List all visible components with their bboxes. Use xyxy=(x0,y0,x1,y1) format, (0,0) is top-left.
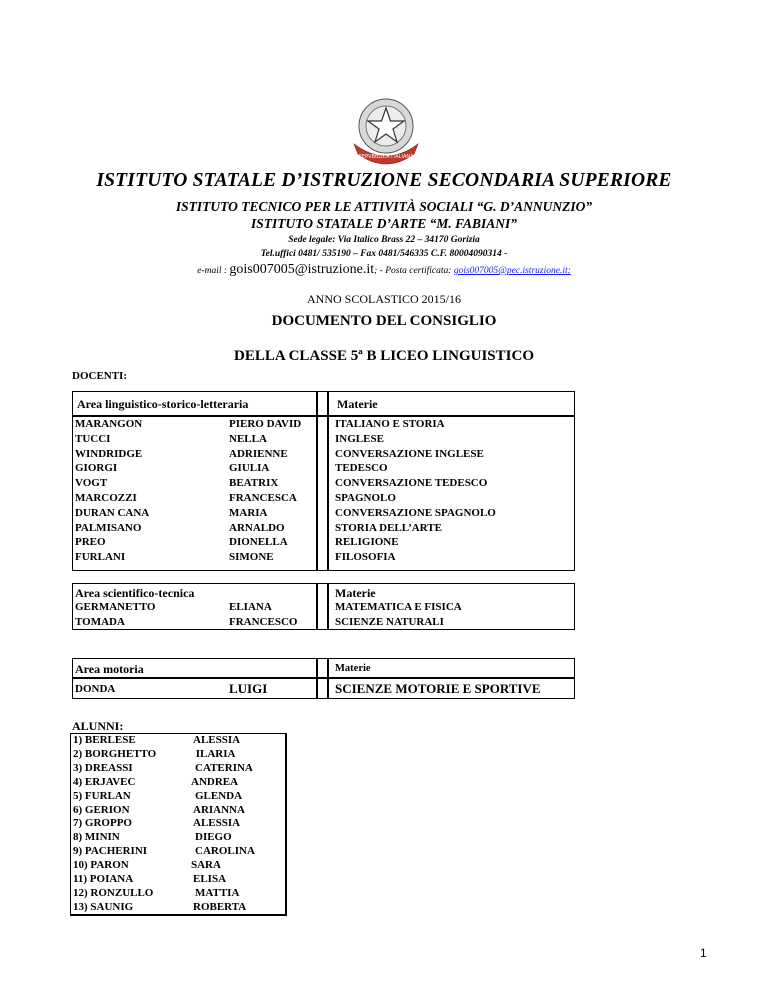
teacher-name: FRANCESCA xyxy=(229,492,297,504)
student-surname: 12) RONZULLO xyxy=(73,886,154,899)
student-surname: 4) ERJAVEC xyxy=(73,775,136,788)
area1-materie-header xyxy=(328,391,575,416)
republic-emblem xyxy=(348,96,424,166)
teacher-surname: GERMANETTO xyxy=(75,601,156,613)
area2-subjects xyxy=(328,583,575,630)
student-surname: 11) POIANA xyxy=(73,873,134,885)
students-table xyxy=(70,733,287,916)
student-name: ALESSIA xyxy=(193,817,241,830)
teacher-surname: TOMADA xyxy=(75,615,125,628)
student-name: ILARIA xyxy=(193,747,236,760)
subject-name: MATEMATICA E FISICA xyxy=(335,601,462,613)
telephone-line: Tel.uffici 0481/ 535190 – Fax 0481/546335 C.F. 80004090314 - xyxy=(260,249,508,259)
teacher-surname: MARANGON xyxy=(75,418,143,430)
subject-name: CONVERSAZIONE TEDESCO xyxy=(335,477,488,490)
cert-prefix: ; - Posta certificata: xyxy=(374,266,454,276)
subject-name: SPAGNOLO xyxy=(335,492,396,504)
teacher-surname: TUCCI xyxy=(75,432,111,445)
email-prefix: e-mail : xyxy=(197,266,230,276)
student-surname: 6) GERION xyxy=(73,803,130,816)
teacher-name: PIERO DAVID xyxy=(229,418,302,430)
institute-subtitle-2: ISTITUTO STATALE D’ARTE “M. FABIANI” xyxy=(251,216,517,231)
student-surname: 1) BERLESE xyxy=(73,734,136,746)
student-surname: 5) FURLAN xyxy=(73,789,131,802)
teacher-surname: FURLANI xyxy=(75,551,126,564)
area1-teachers xyxy=(72,416,317,571)
subject-name: RELIGIONE xyxy=(335,536,399,549)
alunni-label: ALUNNI: xyxy=(72,719,124,733)
area1-subjects xyxy=(328,416,575,571)
teacher-surname: DURAN CANA xyxy=(75,506,150,519)
student-name: ANDREA xyxy=(191,775,239,788)
teacher-surname: GIORGI xyxy=(75,462,118,475)
area2-teachers xyxy=(72,583,317,630)
teacher-name: DIONELLA xyxy=(229,536,288,549)
pec-email-link[interactable]: gois007005@pec.istruzione.it; xyxy=(453,266,571,276)
subject-name: STORIA DELL’ARTE xyxy=(335,521,442,534)
area3-teachers xyxy=(72,678,317,699)
student-name: CAROLINA xyxy=(195,845,255,858)
teacher-name: ADRIENNE xyxy=(229,447,288,460)
area1-title: Area linguistico-storico-letteraria xyxy=(77,397,249,411)
student-surname: 8) MININ xyxy=(73,831,120,844)
student-surname: 2) BORGHETTO xyxy=(73,747,157,760)
class-title: DELLA CLASSE 5ª B LICEO LINGUISTICO xyxy=(233,348,534,364)
teacher-name: FRANCESCO xyxy=(229,615,298,628)
teacher-name: SIMONE xyxy=(229,551,274,564)
student-name: ARIANNA xyxy=(193,803,245,816)
teacher-name: MARIA xyxy=(229,506,268,519)
teacher-name: NELLA xyxy=(229,432,267,445)
area3-materie-header xyxy=(328,658,575,678)
teacher-name: GIULIA xyxy=(229,462,270,475)
subject-name: CONVERSAZIONE SPAGNOLO xyxy=(335,506,496,519)
teacher-surname: PREO xyxy=(75,536,106,549)
area1-spacer xyxy=(317,391,328,416)
svg-text:REPVBBLICA ITALIANA: REPVBBLICA ITALIANA xyxy=(358,154,414,160)
institute-title: ISTITUTO STATALE D’ISTRUZIONE SECONDARIA SUPERIORE xyxy=(96,170,672,191)
teacher-surname: DONDA xyxy=(75,683,116,695)
subject-name: INGLESE xyxy=(335,432,384,445)
subject-name: FILOSOFIA xyxy=(335,551,396,564)
student-name: ROBERTA xyxy=(193,900,247,913)
student-surname: 9) PACHERINI xyxy=(73,845,148,858)
student-name: ELISA xyxy=(193,873,227,885)
student-surname: 13) SAUNIG xyxy=(73,900,134,913)
area3-title: Area motoria xyxy=(75,662,144,676)
student-name: CATERINA xyxy=(195,761,253,774)
area3-subjects xyxy=(328,678,575,699)
area1-spacer-body xyxy=(317,416,328,571)
teacher-name: BEATRIX xyxy=(229,477,279,490)
teacher-surname: PALMISANO xyxy=(75,521,142,534)
area3-materie-label: Materie xyxy=(335,663,371,674)
email-line xyxy=(0,262,768,278)
sede-legale: Sede legale: Via Italico Brass 22 – 34170 Gorizia xyxy=(288,235,480,245)
document-title: DOCUMENTO DEL CONSIGLIO xyxy=(271,313,497,329)
page-number: 1 xyxy=(700,946,707,960)
school-year: ANNO SCOLASTICO 2015/16 xyxy=(306,292,461,306)
email-link[interactable]: gois007005@istruzione.it xyxy=(229,262,375,277)
area2-materie-label: Materie xyxy=(335,586,376,600)
area1-header xyxy=(72,391,317,416)
subject-name: SCIENZE MOTORIE E SPORTIVE xyxy=(335,681,541,696)
area3-header xyxy=(72,658,317,678)
subject-name: TEDESCO xyxy=(335,462,388,475)
teacher-surname: VOGT xyxy=(75,477,108,490)
student-name: GLENDA xyxy=(195,789,243,802)
student-name: MATTIA xyxy=(195,886,240,899)
teacher-name: ELIANA xyxy=(229,601,272,613)
area3-spacer xyxy=(317,658,328,678)
student-name: DIEGO xyxy=(195,831,232,844)
teacher-surname: MARCOZZI xyxy=(75,492,137,504)
docenti-label: DOCENTI: xyxy=(72,370,128,382)
subject-name: SCIENZE NATURALI xyxy=(335,615,444,628)
area1-materie-label: Materie xyxy=(337,397,378,411)
student-surname: 7) GROPPO xyxy=(73,817,132,830)
teacher-name: ARNALDO xyxy=(229,521,285,534)
area2-title: Area scientifico-tecnica xyxy=(75,586,195,600)
subject-name: ITALIANO E STORIA xyxy=(335,418,445,430)
student-surname: 10) PARON xyxy=(73,859,129,872)
student-name: SARA xyxy=(191,859,221,872)
institute-subtitle-1: ISTITUTO TECNICO PER LE ATTIVITÀ SOCIALI “G. D’ANNUNZIO” xyxy=(175,199,593,214)
teacher-surname: WINDRIDGE xyxy=(75,447,143,460)
teacher-name: LUIGI xyxy=(229,681,268,696)
student-surname: 3) DREASSI xyxy=(73,761,133,774)
subject-name: CONVERSAZIONE INGLESE xyxy=(335,447,484,460)
area2-spacer xyxy=(317,583,328,630)
student-name: ALESSIA xyxy=(193,734,241,746)
area3-spacer-body xyxy=(317,678,328,699)
